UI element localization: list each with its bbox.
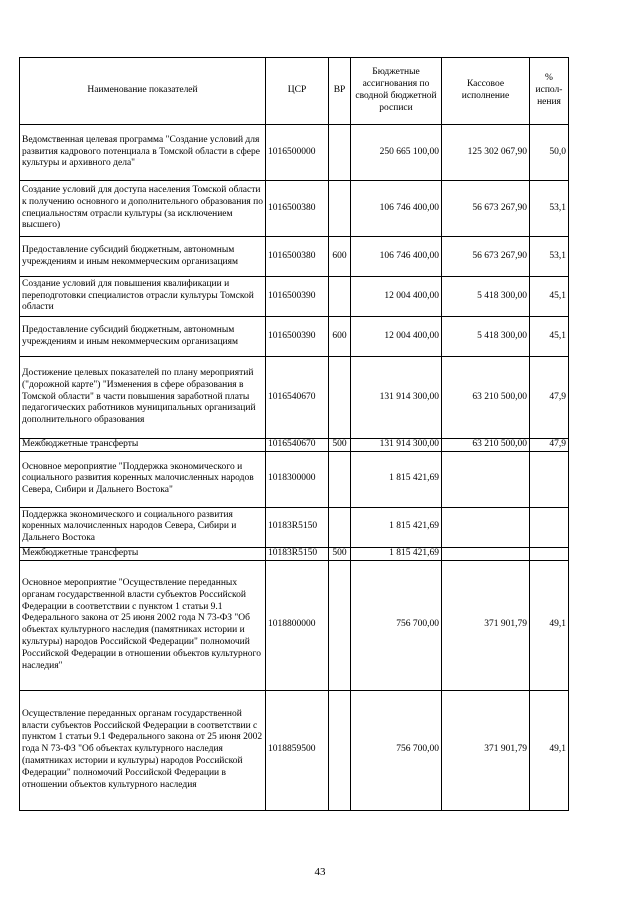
cell-name: Осуществление переданных органам государственной власти субъектов Российской Федерации в соответствии с пунктом 1 статьи 9.1 Федерального закона от 25 июня 2002 года N 73-ФЗ "Об объектах культурного наследия (памятниках истории и культуры) народов Российской Федерации" полномочий Российской Федерации в отношении объектов культурного наследия (20, 690, 266, 810)
table-row (20, 237, 569, 277)
budget-table (19, 57, 569, 811)
cell-name: Межбюджетные трансферты (20, 439, 266, 452)
cell-vr (329, 690, 351, 810)
table-row (20, 439, 569, 452)
cell-name: Основное мероприятие "Осуществление переданных органам государственной власти субъектов Российской Федерации в соответствии с пунктом 1 статьи 9.1 Федерального закона от 25 июня 2002 года N 73-ФЗ "Об объектах культурного наследия (памятниках истории и культуры) народов Российской Федерации" полномочий Российской Федерации в отношении объектов культурного наследия" (20, 560, 266, 690)
cell-name: Поддержка экономического и социального развития коренных малочисленных народов Севера, Сибири и Дальнего Востока (20, 507, 266, 547)
header-allocations: Бюджетные ассигнования по сводной бюджетной росписи (351, 58, 442, 125)
cell-csr: 10183R5150 (266, 547, 329, 560)
cell-percent (530, 451, 569, 507)
table-row (20, 451, 569, 507)
cell-csr: 1016540670 (266, 439, 329, 452)
cell-name: Межбюджетные трансферты (20, 547, 266, 560)
cell-name: Основное мероприятие "Поддержка экономического и социального развития коренных малочисленных народов Севера, Сибири и Дальнего Востока" (20, 451, 266, 507)
cell-name: Ведомственная целевая программа "Создание условий для развития кадрового потенциала в Томской области в сфере культуры и архивного дела" (20, 125, 266, 181)
cell-percent: 45,1 (530, 277, 569, 317)
cell-cash (442, 451, 530, 507)
cell-cash (442, 507, 530, 547)
table-row (20, 547, 569, 560)
page-number: 43 (314, 866, 326, 878)
table-row (20, 507, 569, 547)
table-row (20, 125, 569, 181)
cell-allocations: 756 700,00 (351, 560, 442, 690)
cell-csr: 1016500380 (266, 181, 329, 237)
cell-cash: 5 418 300,00 (442, 317, 530, 357)
table-row (20, 181, 569, 237)
cell-percent (530, 507, 569, 547)
cell-cash: 5 418 300,00 (442, 277, 530, 317)
cell-name: Достижение целевых показателей по плану мероприятий ("дорожной карте") "Изменения в сфере образования в Томской области" в части повышения заработной платы педагогических работников муниципальных организаций дополнительного образования (20, 357, 266, 439)
cell-allocations: 250 665 100,00 (351, 125, 442, 181)
cell-cash (442, 547, 530, 560)
cell-csr: 1016540670 (266, 357, 329, 439)
header-csr: ЦСР (266, 58, 329, 125)
cell-percent: 50,0 (530, 125, 569, 181)
header-vr: ВР (329, 58, 351, 125)
cell-allocations: 106 746 400,00 (351, 181, 442, 237)
cell-percent (530, 547, 569, 560)
table-row (20, 317, 569, 357)
cell-percent: 47,9 (530, 439, 569, 452)
cell-csr: 1018859500 (266, 690, 329, 810)
cell-vr (329, 560, 351, 690)
cell-percent: 53,1 (530, 181, 569, 237)
cell-allocations: 756 700,00 (351, 690, 442, 810)
cell-vr (329, 507, 351, 547)
cell-vr: 500 (329, 547, 351, 560)
cell-percent: 45,1 (530, 317, 569, 357)
cell-vr: 600 (329, 237, 351, 277)
table-row (20, 690, 569, 810)
cell-allocations: 1 815 421,69 (351, 507, 442, 547)
cell-allocations: 1 815 421,69 (351, 547, 442, 560)
cell-name: Предоставление субсидий бюджетным, автономным учреждениям и иным некоммерческим организациям (20, 237, 266, 277)
cell-vr (329, 181, 351, 237)
cell-cash: 56 673 267,90 (442, 181, 530, 237)
cell-percent: 47,9 (530, 357, 569, 439)
cell-cash: 371 901,79 (442, 560, 530, 690)
cell-allocations: 1 815 421,69 (351, 451, 442, 507)
table-header-row (20, 58, 569, 125)
cell-cash: 371 901,79 (442, 690, 530, 810)
cell-vr (329, 277, 351, 317)
cell-csr: 1016500380 (266, 237, 329, 277)
header-name: Наименование показателей (20, 58, 266, 125)
cell-allocations: 12 004 400,00 (351, 317, 442, 357)
cell-vr (329, 451, 351, 507)
cell-allocations: 12 004 400,00 (351, 277, 442, 317)
header-cash: Кассовое исполнение (442, 58, 530, 125)
cell-csr: 10183R5150 (266, 507, 329, 547)
table-row (20, 357, 569, 439)
cell-name: Создание условий для доступа населения Томской области к получению основного и дополнительного образования по специальностям отрасли культуры (за исключением высшего) (20, 181, 266, 237)
cell-allocations: 131 914 300,00 (351, 357, 442, 439)
cell-percent: 49,1 (530, 690, 569, 810)
cell-name: Создание условий для повышения квалификации и переподготовки специалистов отрасли культуры Томской области (20, 277, 266, 317)
cell-vr (329, 357, 351, 439)
cell-cash: 63 210 500,00 (442, 357, 530, 439)
cell-vr: 500 (329, 439, 351, 452)
cell-cash: 63 210 500,00 (442, 439, 530, 452)
cell-cash: 125 302 067,90 (442, 125, 530, 181)
header-percent: % испол-нения (530, 58, 569, 125)
cell-csr: 1016500000 (266, 125, 329, 181)
cell-cash: 56 673 267,90 (442, 237, 530, 277)
cell-percent: 49,1 (530, 560, 569, 690)
cell-allocations: 106 746 400,00 (351, 237, 442, 277)
cell-name: Предоставление субсидий бюджетным, автономным учреждениям и иным некоммерческим организациям (20, 317, 266, 357)
cell-csr: 1016500390 (266, 317, 329, 357)
cell-csr: 1018300000 (266, 451, 329, 507)
table-row (20, 277, 569, 317)
cell-allocations: 131 914 300,00 (351, 439, 442, 452)
cell-percent: 53,1 (530, 237, 569, 277)
cell-vr: 600 (329, 317, 351, 357)
cell-vr (329, 125, 351, 181)
table-row (20, 560, 569, 690)
cell-csr: 1018800000 (266, 560, 329, 690)
cell-csr: 1016500390 (266, 277, 329, 317)
